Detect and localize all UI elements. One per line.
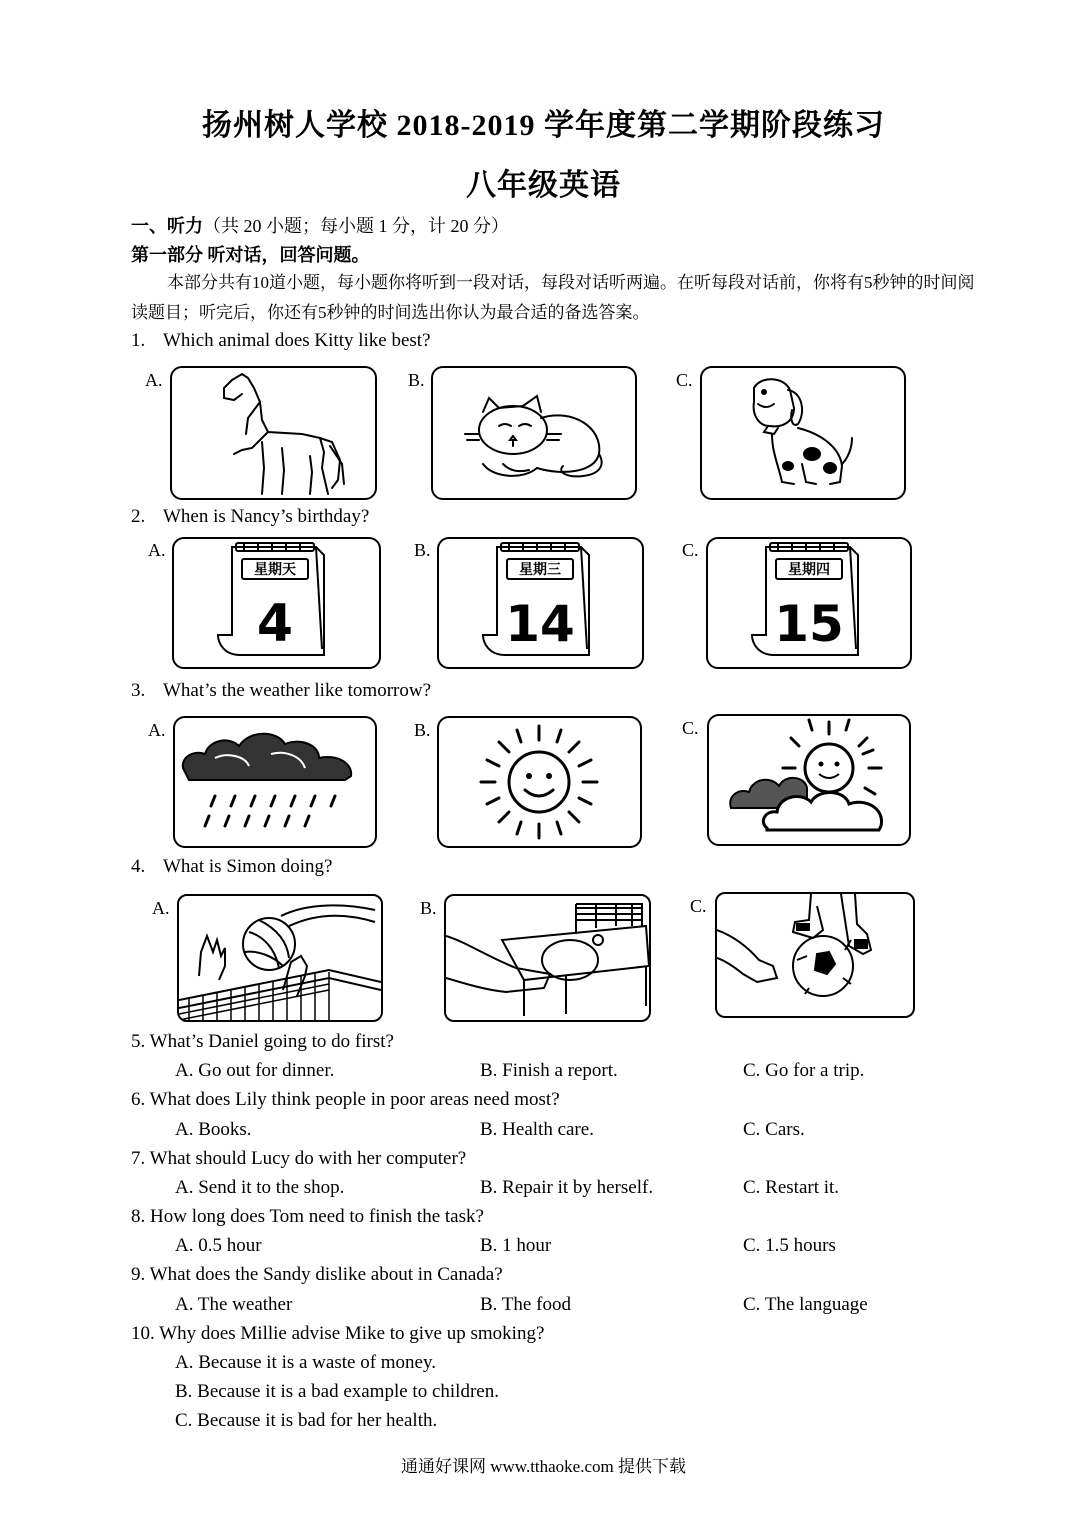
option-image[interactable]	[707, 714, 911, 846]
option-b[interactable]: B. 1 hour	[480, 1235, 552, 1256]
option-label[interactable]: A.	[152, 898, 170, 918]
option-a[interactable]: A. 0.5 hour	[175, 1235, 262, 1256]
option-b[interactable]: B. Repair it by herself.	[480, 1177, 654, 1198]
option-label[interactable]: C.	[682, 540, 699, 560]
question-text: 10. Why does Millie advise Mike to give up smoking?	[131, 1323, 545, 1344]
horse-icon	[172, 368, 375, 498]
option-a[interactable]: A. Because it is a waste of money.	[175, 1352, 436, 1373]
dog-icon	[702, 368, 904, 498]
option-b[interactable]: B. Finish a report.	[480, 1060, 618, 1081]
option-label[interactable]: A.	[148, 720, 166, 740]
question-number: 1.	[131, 330, 146, 351]
question-text: 6. What does Lily think people in poor areas need most?	[131, 1089, 560, 1110]
question-text: What’s the weather like tomorrow?	[163, 680, 432, 701]
option-label[interactable]: B.	[414, 540, 431, 560]
calendar-icon	[708, 539, 910, 667]
option-c[interactable]: C. Because it is bad for her health.	[175, 1410, 438, 1431]
option-a[interactable]: A. Books.	[175, 1119, 252, 1140]
rain-icon	[175, 718, 375, 846]
question-number: 4.	[131, 856, 146, 877]
calendar-day: 星期四	[788, 562, 830, 578]
question-text: What is Simon doing?	[163, 856, 333, 877]
option-image[interactable]	[431, 366, 637, 500]
calendar-date: 4	[256, 594, 294, 654]
option-label[interactable]: B.	[420, 898, 437, 918]
question-number: 2.	[131, 506, 146, 527]
option-label[interactable]: B.	[408, 370, 425, 390]
partly-cloudy-icon	[709, 716, 909, 844]
table-tennis-icon	[446, 896, 649, 1020]
option-c[interactable]: C. Go for a trip.	[743, 1060, 865, 1081]
question-text: 8. How long does Tom need to finish the task?	[131, 1206, 484, 1227]
option-label[interactable]: C.	[690, 896, 707, 916]
question-number: 3.	[131, 680, 146, 701]
option-image[interactable]	[444, 894, 651, 1022]
option-a[interactable]: A. Go out for dinner.	[175, 1060, 335, 1081]
page-subtitle: 八年级英语	[466, 169, 621, 202]
soccer-icon	[717, 894, 913, 1016]
question-text: 5. What’s Daniel going to do first?	[131, 1031, 394, 1052]
section-number: 一、听力	[131, 216, 203, 236]
option-label[interactable]: C.	[682, 718, 699, 738]
option-image[interactable]	[437, 537, 644, 669]
footer-source: 通通好课网 www.tthaoke.com 提供下载	[400, 1457, 687, 1476]
option-image[interactable]	[715, 892, 915, 1018]
option-b[interactable]: B. Because it is a bad example to children.	[175, 1381, 499, 1402]
option-b[interactable]: B. The food	[480, 1294, 571, 1315]
option-b[interactable]: B. Health care.	[480, 1119, 594, 1140]
option-label[interactable]: B.	[414, 720, 431, 740]
option-c[interactable]: C. Cars.	[743, 1119, 805, 1140]
question-text: 9. What does the Sandy dislike about in Canada?	[131, 1264, 503, 1285]
option-label[interactable]: C.	[676, 370, 693, 390]
calendar-date: 15	[774, 595, 844, 653]
section-heading	[131, 212, 509, 238]
option-image[interactable]	[706, 537, 912, 669]
option-label[interactable]: A.	[148, 540, 166, 560]
option-c[interactable]: C. 1.5 hours	[743, 1235, 836, 1256]
option-image[interactable]	[700, 366, 906, 500]
question-text: When is Nancy’s birthday?	[163, 506, 370, 527]
option-a[interactable]: A. Send it to the shop.	[175, 1177, 345, 1198]
page-title: 扬州树人学校 2018-2019 学年度第二学期阶段练习	[202, 109, 885, 142]
cat-icon	[433, 368, 635, 498]
calendar-day: 星期天	[254, 562, 296, 578]
option-image[interactable]	[170, 366, 377, 500]
calendar-date: 14	[505, 595, 575, 653]
instructions: 本部分共有10道小题，每小题你将听到一段对话，每段对话听两遍。在听每段对话前，你将有5秒钟的时间阅读题目；听完后，你还有5秒钟的时间选出你认为最合适的备选答案。	[131, 273, 975, 322]
option-label[interactable]: A.	[145, 370, 163, 390]
section-scoring: （共 20 小题；每小题 1 分，计 20 分）	[203, 216, 509, 236]
part-title: 第一部分 听对话，回答问题。	[131, 245, 370, 265]
sun-icon	[439, 718, 640, 846]
option-image[interactable]	[172, 537, 381, 669]
option-c[interactable]: C. Restart it.	[743, 1177, 840, 1198]
option-image[interactable]	[437, 716, 642, 848]
question-text: Which animal does Kitty like best?	[163, 330, 431, 351]
option-a[interactable]: A. The weather	[175, 1294, 293, 1315]
question-text: 7. What should Lucy do with her computer?	[131, 1148, 467, 1169]
calendar-icon	[439, 539, 642, 667]
option-image[interactable]	[173, 716, 377, 848]
calendar-icon	[174, 539, 379, 667]
option-c[interactable]: C. The language	[743, 1294, 868, 1315]
volleyball-icon	[179, 896, 381, 1020]
calendar-day: 星期三	[519, 562, 561, 578]
option-image[interactable]	[177, 894, 383, 1022]
